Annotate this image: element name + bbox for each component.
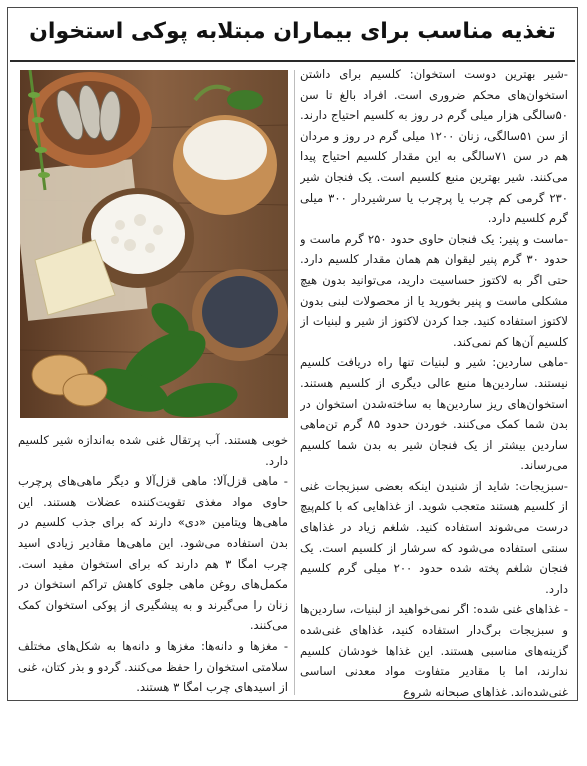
food-photo [20, 70, 288, 418]
left-text-column [18, 430, 288, 700]
headline-divider [10, 60, 575, 62]
paragraph-nuts-seeds: - مغزها و دانه‌ها: مغزها و دانه‌ها به شکل‌های مختلف سلامتی استخوان را حفظ می‌کنند. گردو و بذر کتان، غنی از اسیدهای چرب امگا ۳ هستند. [18, 638, 288, 695]
column-divider [294, 70, 295, 695]
food-photo-illustration [20, 70, 288, 418]
paragraph-milk: -شیر بهترین دوست استخوان: کلسیم برای داشتن استخوان‌های محکم ضروری است. افراد بالغ تا سن ۵۰سالگی هزار میلی گرم در روز به کلسیم احتیاج دارند. از سن ۵۱سالگی، زنان ۱۲۰۰ میلی گرم در روز و مردان هم در سن ۷۱سالگی به این مقدار کلسیم احتیاج پیدا می‌کنند. شیر بهترین منبع کلسیم است. یک فنجان شیر ۲۳۰ گرمی کم چرب یا پرچرب یا سرشیردار ۳۰۰ میلی گرم کلسیم دارد. [300, 67, 568, 226]
paragraph-fortified-foods: - غذاهای غنی شده: اگر نمی‌خواهید از لبنیات، ساردین‌ها و سبزیجات برگ‌دار استفاده کنید، غذاهای غنی‌شده گزینه‌های مناسبی هستند. این غذاها خودشان کلسیم ندارند، اما با مقادیر متفاوت مواد معدنی اساسی غنی‌شده‌اند. غذاهای صبحانه شروع [300, 602, 568, 699]
article-headline: تغذیه مناسب برای بیماران مبتلابه پوکی استخوان [29, 19, 556, 44]
paragraph-sardines: -ماهی ساردین: شیر و لبنیات تنها راه دریافت کلسیم نیستند. ساردین‌ها منبع عالی دیگری از کلسیم هستند. استخوان‌های ریز ساردین‌ها به ساخته‌شدن استخوان در بدن شما کمک می‌کنند. خوردن حدود ۸۵ گرم تن‌ماهی ساردین بیشتر از یک فنجان شیر به بدن شما کلسیم می‌رساند. [300, 355, 568, 473]
paragraph-vegetables: -سبزیجات: شاید از شنیدن اینکه بعضی سبزیجات غنی از کلسیم هستند متعجب شوید. از غذاهایی که با کلم‌پیچ درست می‌شوند استفاده کنید. شلغم زیاد در غذاهای سنتی استفاده می‌شود که سرشار از کلسیم است. یک فنجان شلغم پخته شده حدود ۲۰۰ میلی گرم کلسیم دارد. [300, 478, 568, 596]
right-text-column [300, 64, 568, 700]
paragraph-trout: - ماهی قزل‌آلا: ماهی قزل‌آلا و دیگر ماهی‌های پرچرب حاوی مواد مغذی تقویت‌کننده عضلات هستند. این ماهی‌ها ویتامین «دی» دارند که برای جذب کلسیم در بدن استفاده می‌شود. این ماهی‌ها مقادیر زیادی اسید چرب امگا ۳ هم دارند که برای استخوان مفید است. مکمل‌های روغن ماهی جلوی کاهش تراکم استخوان در زنان را می‌گیرند و به پیشگیری از پوکی استخوان کمک می‌کنند. [18, 474, 288, 633]
paragraph-yogurt-cheese: -ماست و پنیر: یک فنجان حاوی حدود ۲۵۰ گرم ماست و حدود ۳۰ گرم پنیر لیقوان هم همان مقدار کلسیم دارد. حتی اگر به لاکتوز حساسیت دارید، می‌توانید بدون هیچ مشکلی ماست و پنیر بخورید یا از محصولات لبنی بدون لاکتوز استفاده کنید. جدا کردن لاکتوز از شیر و لبنیات از کلسیم آن‌ها کم نمی‌کند. [300, 231, 568, 349]
paragraph-orange-juice: خوبی هستند. آب پرتقال غنی شده به‌اندازه شیر کلسیم دارد. [18, 433, 288, 468]
